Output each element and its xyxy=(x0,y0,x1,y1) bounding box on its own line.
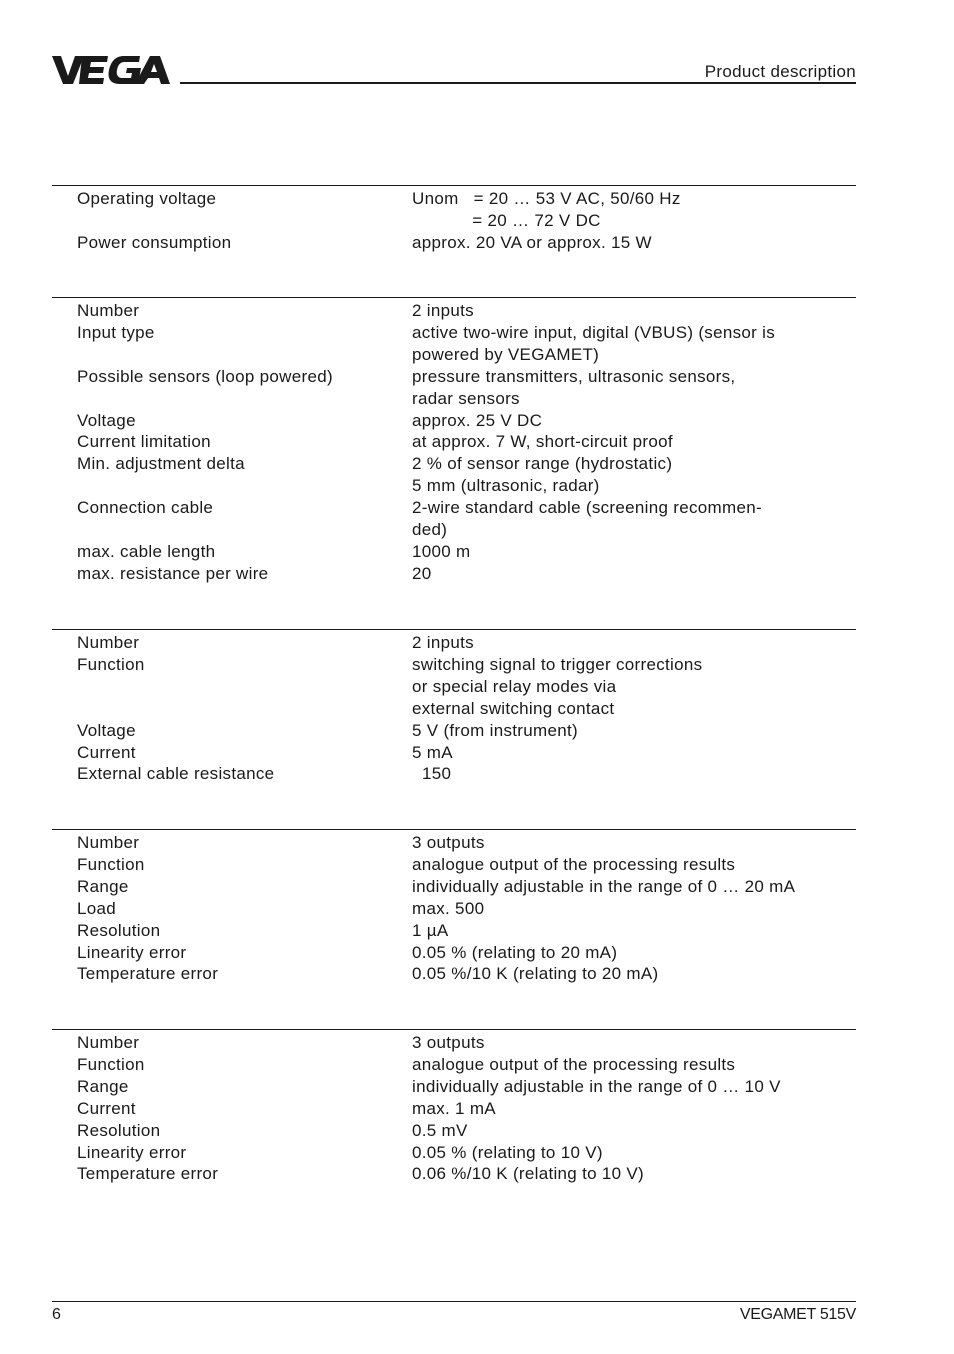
spec-value: 3 outputs xyxy=(412,833,485,852)
spec-row xyxy=(52,519,856,541)
spec-row xyxy=(52,1076,856,1098)
spec-value: radar sensors xyxy=(412,388,520,408)
spec-label: External cable resistance xyxy=(77,764,275,784)
spec-row xyxy=(52,920,856,942)
spec-label xyxy=(52,519,412,541)
spec-label xyxy=(52,676,412,698)
spec-label xyxy=(52,475,412,497)
spec-row xyxy=(52,720,856,742)
spec-label: Voltage xyxy=(77,720,136,740)
spec-value: = 20 … 72 V DC xyxy=(412,210,601,230)
spec-row xyxy=(52,742,856,764)
spec-row xyxy=(52,210,856,232)
spec-row xyxy=(52,1163,856,1185)
spec-value: 0.05 %/10 K (relating to 20 mA) xyxy=(412,964,659,984)
spec-label: Number xyxy=(77,301,140,320)
spec-label: Temperature error xyxy=(77,1164,219,1184)
spec-section-inputs xyxy=(52,297,856,583)
spec-row xyxy=(52,431,856,453)
spec-section-voltage-outputs xyxy=(52,1029,856,1184)
spec-row xyxy=(52,1032,856,1054)
spec-value: 2 inputs xyxy=(412,301,474,320)
document-name: VEGAMET 515V xyxy=(739,1306,856,1323)
spec-row xyxy=(52,832,856,854)
spec-value: Unom = 20 … 53 V AC, 50/60 Hz xyxy=(412,189,681,208)
spec-label: Linearity error xyxy=(77,942,187,962)
spec-value: approx. 20 VA or approx. 15 W xyxy=(412,232,652,252)
spec-value: 5 V (from instrument) xyxy=(412,720,578,740)
spec-value: 0.05 % (relating to 20 mA) xyxy=(412,942,618,962)
spec-row xyxy=(52,366,856,388)
spec-value: max. 1 mA xyxy=(412,1098,496,1118)
page-number: 6 xyxy=(52,1306,61,1323)
vega-logo xyxy=(52,54,172,86)
spec-label: Operating voltage xyxy=(77,189,217,208)
spec-row xyxy=(52,654,856,676)
spec-label: Min. adjustment delta xyxy=(77,454,245,474)
spec-value: 0.5 mV xyxy=(412,1120,468,1140)
spec-label: Input type xyxy=(77,322,155,342)
spec-value: external switching contact xyxy=(412,698,615,718)
spec-row xyxy=(52,453,856,475)
spec-row xyxy=(52,563,856,585)
spec-row xyxy=(52,541,856,563)
spec-value: approx. 25 V DC xyxy=(412,410,543,430)
spec-row xyxy=(52,1142,856,1164)
spec-label: Resolution xyxy=(77,920,161,940)
spec-row xyxy=(52,410,856,432)
spec-label: max. cable length xyxy=(77,541,216,561)
spec-value: at approx. 7 W, short-circuit proof xyxy=(412,432,673,452)
spec-row xyxy=(52,388,856,410)
page-section-title: Product description xyxy=(704,62,856,81)
spec-row xyxy=(52,676,856,698)
spec-label: Number xyxy=(77,633,140,652)
spec-row xyxy=(52,344,856,366)
spec-value: switching signal to trigger corrections xyxy=(412,654,703,674)
spec-label: Range xyxy=(77,1076,129,1096)
spec-label: Load xyxy=(77,898,117,918)
spec-value: 2 % of sensor range (hydrostatic) xyxy=(412,454,673,474)
spec-value: 150 xyxy=(412,764,452,784)
spec-label xyxy=(52,210,412,232)
spec-row xyxy=(52,763,856,785)
spec-value: 5 mm (ultrasonic, radar) xyxy=(412,476,600,496)
spec-label: Function xyxy=(77,1054,145,1074)
spec-section-power-supply xyxy=(52,185,856,252)
spec-value: 20 xyxy=(412,563,432,583)
spec-row xyxy=(52,1054,856,1076)
spec-row xyxy=(52,942,856,964)
spec-label: Temperature error xyxy=(77,964,219,984)
spec-label: Range xyxy=(77,876,129,896)
spec-value: 1000 m xyxy=(412,541,471,561)
spec-row xyxy=(52,963,856,985)
spec-value: max. 500 xyxy=(412,898,485,918)
spec-label: Connection cable xyxy=(77,498,214,518)
spec-label: Power consumption xyxy=(77,232,232,252)
spec-label xyxy=(52,698,412,720)
spec-row xyxy=(52,475,856,497)
spec-label: Possible sensors (loop powered) xyxy=(77,366,333,386)
spec-value: 5 mA xyxy=(412,742,453,762)
spec-row xyxy=(52,322,856,344)
spec-value: analogue output of the processing results xyxy=(412,854,736,874)
spec-label: Function xyxy=(77,654,145,674)
spec-label: Current limitation xyxy=(77,432,211,452)
spec-row xyxy=(52,232,856,254)
spec-value: individually adjustable in the range of 0 … 20 mA xyxy=(412,876,796,896)
spec-label: Current xyxy=(77,742,136,762)
footer-rule xyxy=(52,1301,856,1302)
spec-value: powered by VEGAMET) xyxy=(412,344,600,364)
spec-value: 3 outputs xyxy=(412,1033,485,1052)
spec-value: 2 inputs xyxy=(412,633,474,652)
spec-row xyxy=(52,698,856,720)
spec-label: Resolution xyxy=(77,1120,161,1140)
spec-row xyxy=(52,898,856,920)
spec-value: ded) xyxy=(412,520,448,540)
spec-row xyxy=(52,188,856,210)
spec-label xyxy=(52,344,412,366)
spec-value: 0.05 % (relating to 10 V) xyxy=(412,1142,603,1162)
spec-section-current-outputs xyxy=(52,829,856,984)
spec-label: Voltage xyxy=(77,410,136,430)
spec-row xyxy=(52,1120,856,1142)
spec-label: max. resistance per wire xyxy=(77,563,269,583)
spec-row xyxy=(52,876,856,898)
spec-label: Number xyxy=(77,1033,140,1052)
spec-label: Linearity error xyxy=(77,1142,187,1162)
spec-section-digital-inputs xyxy=(52,629,856,784)
header-rule xyxy=(180,82,856,84)
spec-row xyxy=(52,1098,856,1120)
spec-value: 2-wire standard cable (screening recommen- xyxy=(412,498,762,518)
spec-value: active two-wire input, digital (VBUS) (sensor is xyxy=(412,322,776,342)
spec-row xyxy=(52,497,856,519)
spec-label: Number xyxy=(77,833,140,852)
spec-value: 1 µA xyxy=(412,920,449,940)
spec-row xyxy=(52,632,856,654)
spec-value: pressure transmitters, ultrasonic sensors, xyxy=(412,366,736,386)
spec-label xyxy=(52,388,412,410)
spec-row xyxy=(52,300,856,322)
spec-value: individually adjustable in the range of 0 … 10 V xyxy=(412,1076,781,1096)
spec-value: analogue output of the processing results xyxy=(412,1054,736,1074)
spec-value: or special relay modes via xyxy=(412,676,617,696)
spec-row xyxy=(52,854,856,876)
spec-label: Current xyxy=(77,1098,136,1118)
spec-label: Function xyxy=(77,854,145,874)
spec-value: 0.06 %/10 K (relating to 10 V) xyxy=(412,1164,645,1184)
